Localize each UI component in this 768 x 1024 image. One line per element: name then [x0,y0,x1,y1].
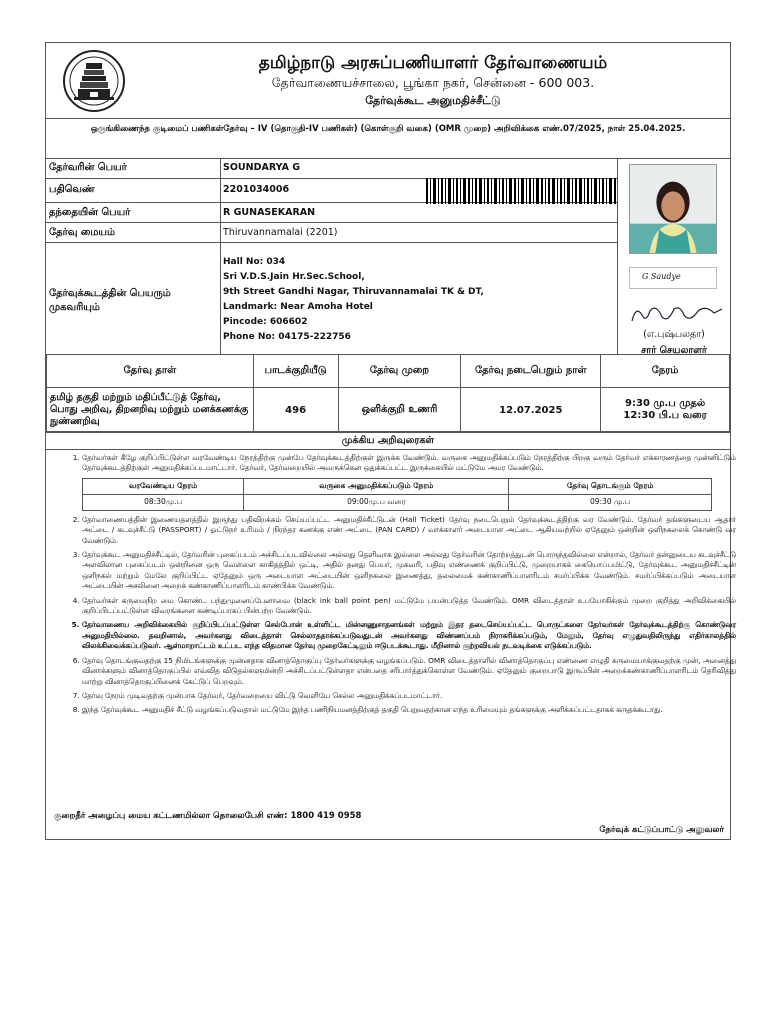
helpline-number: குறைதீர் அழைப்பு மைய கட்டணமில்லா தொலைபேசி எண்: 1800 419 0958 [54,811,362,821]
instructions-list [68,453,736,720]
header-time: நேரம் [601,355,730,388]
instruction-item: 3. தேர்வுக்கூட அனுமதிச்சீட்டில், தேர்வரின் புகைப்படம் அச்சிடப்படவில்லை அல்லது தெளிவாக இல்லை அல்லது தேர்வரின் தோற்றத்துடன் பொருந்தவில்லை என்றால், தேர்வர் தன்னுடைய கடவுச்சீட்டு அளவிலான புகைப்படம் ஒன்றினை ஒரு வெள்ளை காகிதத்தில் ஒட்டி, அதில் தனது பெயர், முகவரி, பதிவு எண்ணைக் குறிப்பிட்டு, முறையாகக் கையொப்பமிட்டு, தேர்வுக்கூட அனுமதிச்சீட்டின் ஒளிநகல் மற்றும் மேலே குறிப்பிட்ட ஏதேனும் ஒரு அடையாள அட்டையின் ஒளிநகலை இணைத்து, தலைமைக் கண்காணிப்பாளரிடம் சமர்ப்பிக்க வேண்டும். சமர்ப்பிக்கப்படும் அடையாள அட்டையின் அசலினை அறைக் கண்காணிப்பாளரிடம் காண்பிக்க வேண்டும். [82,550,736,592]
header [46,43,730,118]
paper-name: தமிழ் தகுதி மற்றும் மதிப்பீட்டுத் தேர்வு, பொது அறிவு, திறனறிவு மற்றும் மனக்கணக்கு நுண்ணறிவு [47,388,254,433]
candidate-details [46,158,730,355]
name-row [46,159,618,179]
officer-role: சார் செயலாளர் [641,345,707,356]
venue-line: 9th Street Gandhi Nagar, Thiruvannamalai TK & DT, [223,287,484,297]
instruction-text: தேர்வர்கள் கீழே குறிப்பிட்டுள்ள வரவேண்டிய நேரத்திற்கு முன்பே தேர்வுக்கூடத்திற்குள் இருக்க வேண்டும். வருகை அனுமதிக்கப்படும் நேரத்திற்கு பிறகு வரும் தேர்வர் எக்காரணத்தை முன்னிட்டும் தேர்வுக்கூடத்திற்குள் அனுமதிக்கப்படமாட்டார். தேர்வர், தேர்வறையில் அவருக்கென ஒதுக்கப்பட்ட இருக்கையில் மட்டுமே அமர வேண்டும். [82,453,736,473]
venue-line: Hall No: 034 [223,257,286,267]
instruction-item: 7. தேர்வு நேரம் முடிவதற்கு முன்பாக தேர்வர், தேர்வறையை விட்டு வெளியே செல்ல அனுமதிக்கப்படமாட்டார். [82,691,736,701]
centre-row [46,223,618,243]
table-row [47,388,730,433]
hall-ticket [45,42,736,840]
reg-label: பதிவெண் [49,184,95,195]
time-entry: 09:00மு.ப வரை [244,494,509,510]
exam-time [601,388,730,433]
header-paper: தேர்வு தாள் [47,355,254,388]
header-mode: தேர்வு முறை [338,355,461,388]
instruction-item [82,453,736,511]
reg-number: 2201034006 [223,184,290,195]
tn-government-emblem-icon [62,49,126,113]
barcode-icon [426,178,616,204]
exam-schedule-table [46,354,730,433]
exam-time-start: 9:30 மு.ப முதல் [625,398,706,409]
exam-date: 12.07.2025 [461,388,601,433]
commission-title: தமிழ்நாடு அரசுப்பணியாளர் தேர்வாணையம் [258,53,608,73]
candidate-signature-text: G Saudye [642,272,681,281]
notification-line: ஒருங்கிணைந்த குடிமைப் பணிகள்தேர்வு – IV (தொகுதி-IV பணிகள்) (கொள்குறி வகை) (OMR முறை) அறிவிக்கை எண்.07/2025, நாள் 25.04.2025. [46,118,730,158]
time-header-entry: வருகை அனுமதிக்கப்படும் நேரம் [244,478,509,494]
header-code: பாடக்குறியீடு [253,355,338,388]
venue-label: தேர்வுக்கூடத்தின் பெயரும் முகவரியும் [49,288,171,313]
venue-line: Sri V.D.S.Jain Hr.Sec.School, [223,272,365,282]
instruction-item: 2. தேர்வாணையத்தின் இணையதளத்தில் இருந்து பதிவிறக்கம் செய்யப்பட்ட அனுமதிச்சீட்டுடன் (Hall Ticket) தேர்வு நடைபெறும் தேர்வுக்கூடத்திற்கு வர வேண்டும். தேர்வர் தங்களுடைய ஆதார் அட்டை / கடவுச்சீட்டு (PASSPORT) / ஓட்டுநர் உரிமம் / நிரந்தர கணக்கு எண் அட்டை (PAN CARD) / வாக்காளர் அடையாள அட்டை ஆகியவற்றில் ஏதேனும் ஒன்றின் ஒளிநகலைக் கொண்டு வர வேண்டும். [82,515,736,546]
exam-time-end: 12:30 பி.ப வரை [623,410,707,421]
venue-row [46,243,618,355]
candidate-photo [629,164,717,254]
venue-address [223,255,484,345]
exam-mode: ஒளிக்குறி உணரி [338,388,461,433]
officer-signature-icon [628,301,726,327]
table-header-row [47,355,730,388]
father-label: தந்தையின் பெயர் [49,207,131,218]
time-header-start: தேர்வு தொடங்கும் நேரம் [509,478,712,494]
venue-line: Landmark: Near Amoha Hotel [223,302,373,312]
time-header-reporting: வரவேண்டிய நேரம் [83,478,244,494]
officer-name: (எ.புஷ்பலதா) [643,329,705,340]
centre-value: Thiruvannamalai (2201) [223,227,338,238]
centre-label: தேர்வு மையம் [49,227,116,238]
candidate-name: SOUNDARYA G [223,162,301,173]
venue-line: Phone No: 04175-222756 [223,332,351,342]
header-date: தேர்வு நடைபெறும் நாள் [461,355,601,388]
instruction-item: 8. இந்த தேர்வுக்கூட அனுமதிச் சீட்டு வழங்கப்படுவதால் மட்டுமே இந்த பணிநியமனத்திற்குத் தகுதி பெறுவதற்கான எந்த உரிமையும் தங்களுக்கு அளிக்கப்பட்டதாகக் கருதக்கூடாது. [82,705,736,715]
name-label: தேர்வரின் பெயர் [49,162,127,173]
subject-code: 496 [253,388,338,433]
candidate-signature [629,267,717,289]
father-row [46,203,618,223]
time-reporting: 08:30மு.ப [83,494,244,510]
father-name: R GUNASEKARAN [223,207,316,218]
instruction-item: 6. தேர்வு தொடங்குவதற்கு 15 நிமிடங்களுக்கு முன்னதாக வினாத்தொகுப்பு தேர்வர்களுக்கு வழங்கப்படும். OMR விடைத்தாளில் வினாத்தொகுப்பு எண்ணை எழுதி கருமையாக்குவதற்கு முன், அனைத்து வினாக்களும் வினாத்தொகுப்பில் எவ்வித விடுதல்களுமின்றி அச்சிடப்பட்டுள்ளதா என்பதை சரிபார்த்துக்கொள்ள வேண்டும். ஏதேனும் குறைபாடு இருப்பின் அறைக்கண்காணிப்பாளரிடம் தெரிவித்து மாற்று வினாத்தொகுப்பினைக் கேட்டுப் பெறவும். [82,656,736,687]
instruction-item: 4. தேர்வர்கள் கருமைநிற மை கொண்ட பந்துமுனைப்பேனாவை (black ink ball point pen) மட்டுமே பயன்படுத்த வேண்டும். OMR விடைத்தாள் உபயோகிக்கும் முறை குறித்து அறிவிக்கையில் குறிப்பிடப்பட்டுள்ள விவரங்களை கண்டிப்பாகப் பின்பற்ற வேண்டும். [82,596,736,617]
controller-designation: தேர்வுக் கட்டுப்பாட்டு அலுவலர் [599,825,724,835]
reporting-time-table [82,478,712,511]
document-subtitle: தேர்வுக்கூட அனுமதிச்சீட்டு [365,94,501,107]
instructions-title: முக்கிய அறிவுரைகள் [46,431,730,450]
commission-address: தேர்வாணையச்சாலை, பூங்கா நகர், சென்னை - 600 003. [271,75,595,90]
instruction-item: 5. தேர்வாணைய அறிவிக்கையில் குறிப்பிடப்பட்டுள்ள செல்போன் உள்ளிட்ட மின்னணுசாதனங்கள் மற்றும் இதர தடைசெய்யப்பட்ட பொருட்களை தேர்வர்கள் தேர்வுக்கூடத்திற்கு கொண்டுவர அனுமதியில்லை. தவறினால், அவர்களது விடைத்தாள் செல்லாததாக்கப்படுவதுடன் அவர்களது விண்ணப்பம் நிராகரிக்கப்படும், மேலும், தேர்வு எழுதுவதிலிருந்து எதிர்காலத்தில் விலக்கிவைக்கப்படுவர். ஆள்மாறாட்டம் உட்பட எந்த விதமான தேர்வு முறைகேட்டிலும் ஈடுபடக்கூடாது. மீறினால் குற்றவியல் நடவடிக்கை எடுக்கப்படும். [82,620,736,651]
venue-line: Pincode: 606602 [223,317,308,327]
time-start: 09:30 மு.ப [509,494,712,510]
